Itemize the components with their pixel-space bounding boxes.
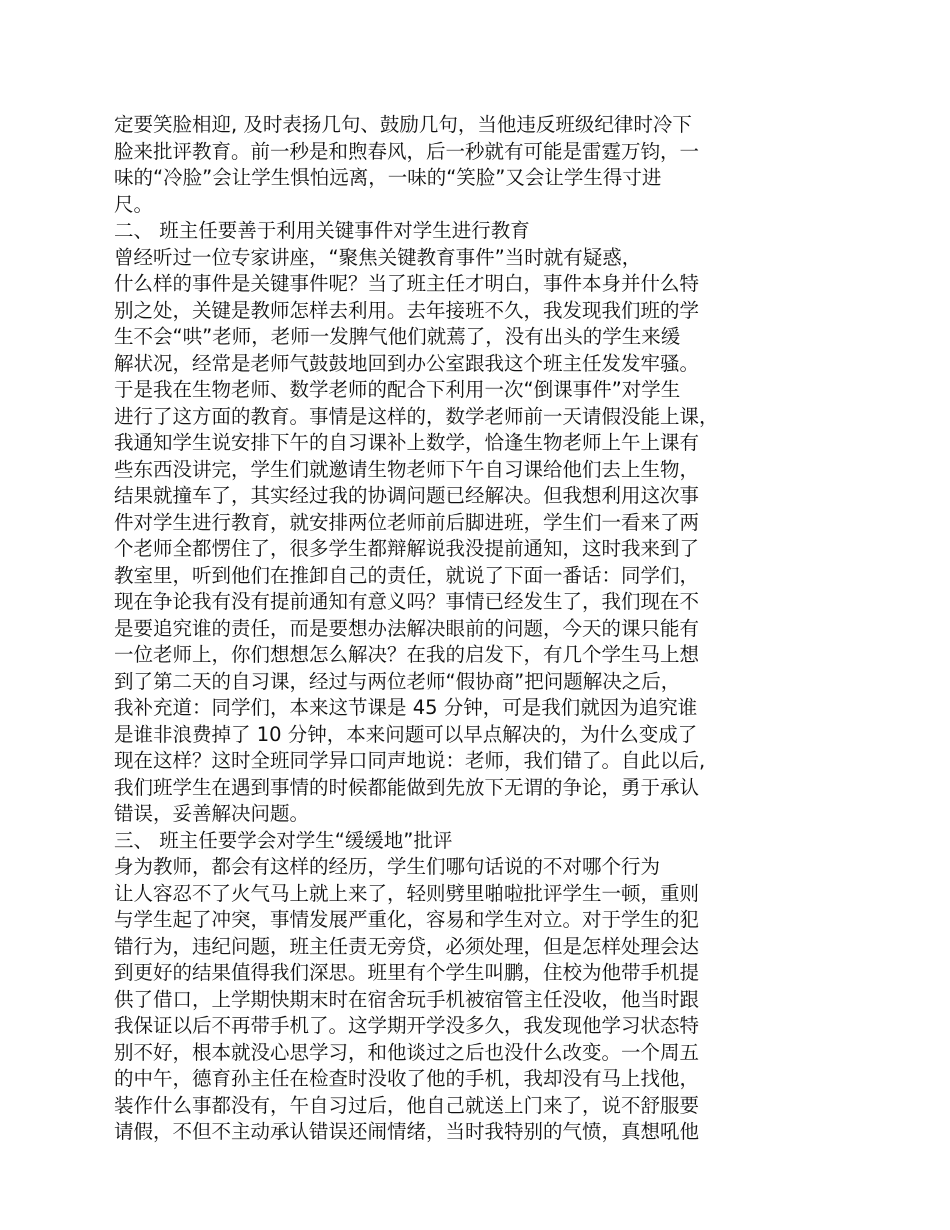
paragraph-line: 错误，妥善解决问题。 bbox=[114, 802, 310, 825]
paragraph-line: 解状况，经常是老师气鼓鼓地回到办公室跟我这个班主任发发牢骚。 bbox=[114, 351, 700, 375]
paragraph-line: 进行了这方面的教育。事情是这样的，数学老师前一天请假没能上课， bbox=[114, 404, 719, 428]
paragraph-line: 供了借口，上学期快期末时在宿舍玩手机被宿管主任没收，他当时跟 bbox=[114, 987, 700, 1011]
paragraph-line: 让人容忍不了火气马上就上来了，轻则劈里啪啦批评学生一顿，重则 bbox=[114, 881, 700, 905]
paragraph-line: 与学生起了冲突，事情发展严重化，容易和学生对立。对于学生的犯 bbox=[114, 908, 700, 931]
paragraph-line: 些东西没讲完，学生们就邀请生物老师下午自习课给他们去上生物， bbox=[114, 457, 700, 481]
paragraph-line: 我通知学生说安排下午的自习课补上数学，恰逢生物老师上午上课有 bbox=[114, 431, 700, 454]
section-heading: 二、 班主任要善于利用关键事件对学生进行教育 bbox=[114, 219, 530, 242]
paragraph-line: 身为教师，都会有这样的经历，学生们哪句话说的不对哪个行为 bbox=[114, 855, 661, 878]
paragraph-line: 于是我在生物老师、数学老师的配合下利用一次“倒课事件”对学生 bbox=[114, 378, 681, 401]
paragraph-line: 我们班学生在遇到事情的时候都能做到先放下无谓的争论，勇于承认 bbox=[114, 775, 700, 799]
paragraph-line: 一位老师上，你们想想怎么解决？在我的启发下，有几个学生马上想 bbox=[114, 643, 700, 666]
paragraph-line: 现在这样？这时全班同学异口同声地说：老师，我们错了。自此以后, bbox=[114, 749, 706, 772]
paragraph-line: 是要追究谁的责任，而是要想办法解决眼前的问题，今天的课只能有 bbox=[114, 616, 700, 640]
paragraph-line: 请假，不但不主动承认错误还闹情绪，当时我特别的气愤，真想吼他 bbox=[114, 1120, 700, 1143]
paragraph-line: 我保证以后不再带手机了。这学期开学没多久，我发现他学习状态特 bbox=[114, 1014, 700, 1037]
paragraph-line: 曾经听过一位专家讲座，“聚焦关键教育事件”当时就有疑惑， bbox=[114, 245, 642, 269]
paragraph-line: 到了第二天的自习课，经过与两位老师“假协商”把问题解决之后， bbox=[114, 669, 681, 693]
paragraph-line: 结果就撞车了，其实经过我的协调问题已经解决。但我想利用这次事 bbox=[114, 484, 700, 507]
paragraph-line: 教室里，听到他们在推卸自己的责任，就说了下面一番话：同学们， bbox=[114, 563, 700, 587]
paragraph-line: 定要笑脸相迎, 及时表扬几句、鼓励几句，当他违反班级纪律时冷下 bbox=[114, 113, 692, 136]
section-heading: 三、 班主任要学会对学生“缓缓地”批评 bbox=[114, 828, 453, 852]
paragraph-line: 现在争论我有没有提前通知有意义吗？事情已经发生了，我们现在不 bbox=[114, 590, 700, 613]
paragraph-line: 到更好的结果值得我们深思。班里有个学生叫鹏，住校为他带手机提 bbox=[114, 961, 700, 984]
paragraph-line: 别不好，根本就没心思学习，和他谈过之后也没什么改变。一个周五 bbox=[114, 1040, 700, 1064]
paragraph-line: 件对学生进行教育，就安排两位老师前后脚进班，学生们一看来了两 bbox=[114, 510, 700, 534]
paragraph-line: 别之处，关键是教师怎样去利用。去年接班不久，我发现我们班的学 bbox=[114, 298, 700, 322]
paragraph-line: 的中午，德育孙主任在检查时没收了他的手机，我却没有马上找他， bbox=[114, 1067, 700, 1090]
paragraph-line: 我补充道：同学们，本来这节课是 45 分钟，可是我们就因为追究谁 bbox=[114, 696, 698, 719]
paragraph-line: 装作什么事都没有，午自习过后，他自己就送上门来了，说不舒服要 bbox=[114, 1093, 700, 1117]
paragraph-line: 什么样的事件是关键事件呢？当了班主任才明白，事件本身并什么特 bbox=[114, 272, 700, 295]
document-body bbox=[114, 112, 834, 1146]
paragraph-line: 个老师全都愣住了，很多学生都辩解说我没提前通知，这时我来到了 bbox=[114, 537, 700, 560]
paragraph-line: 尺。 bbox=[114, 192, 154, 216]
paragraph-line: 味的“冷脸”会让学生惧怕远离，一味的“笑脸”又会让学生得寸进 bbox=[114, 166, 662, 189]
paragraph-line: 错行为，违纪问题，班主任责无旁贷，必须处理，但是怎样处理会达 bbox=[114, 934, 700, 958]
paragraph-line: 生不会“哄”老师，老师一发脾气他们就蔫了，没有出头的学生来缓 bbox=[114, 325, 681, 348]
paragraph-line: 是谁非浪费掉了 10 分钟，本来问题可以早点解决的，为什么变成了 bbox=[114, 722, 698, 746]
paragraph-line: 脸来批评教育。前一秒是和煦春风，后一秒就有可能是雷霆万钧，一 bbox=[114, 139, 700, 163]
